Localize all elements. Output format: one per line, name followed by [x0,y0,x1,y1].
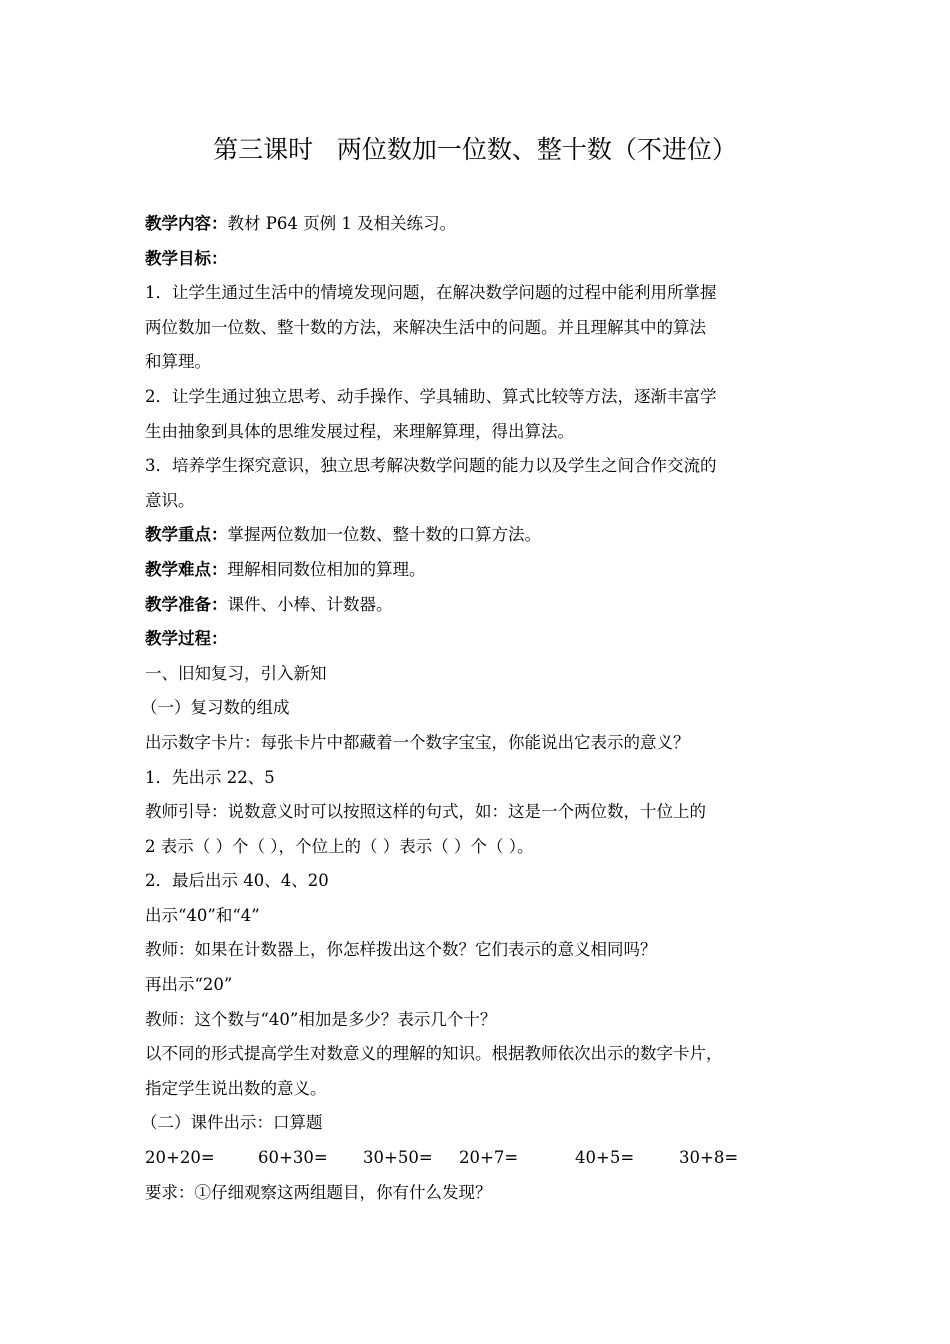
lesson-body [141,207,810,1210]
content-label: 教学内容： [145,214,228,233]
process-line: 再出示“20” [145,975,233,995]
process-heading [145,622,810,657]
key-point-line [145,518,810,553]
goals-heading [145,242,810,277]
process-line: 出示数字卡片：每张卡片中都藏着一个数字宝宝，你能说出它表示的意义？ [145,732,690,752]
goal-line: 1．让学生通过生活中的情境发现问题，在解决数学问题的过程中能利用所掌握 [145,283,717,303]
exercise-row [145,1141,810,1176]
difficulty-line [145,553,810,588]
process-line: 出示“40”和“4” [145,905,260,925]
process-line: 教师引导：说数意义时可以按照这样的句式，如：这是一个两位数，十位上的 [145,802,706,822]
process-line: （一）复习数的组成 [141,698,290,718]
key-point-label: 教学重点： [145,525,228,545]
preparation-line [145,588,810,623]
exercise-item: 20+7= [459,1148,519,1168]
process-line: 指定学生说出数的意义。 [145,1078,327,1098]
goal-line: 3．培养学生探究意识，独立思考解决数学问题的能力以及学生之间合作交流的 [145,456,717,476]
process-line: 教师：这个数与“40”相加是多少？表示几个十？ [145,1009,497,1029]
exercise-item: 20+20= [145,1148,215,1168]
process-line: 一、旧知复习，引入新知 [145,663,327,683]
difficulty-text: 理解相同数位相加的算理。 [227,559,426,579]
preparation-label: 教学准备： [145,594,228,614]
exercise-item: 30+50= [363,1148,433,1168]
goal-line: 2．让学生通过独立思考、动手操作、学具辅助、算式比较等方法，逐渐丰富学 [145,386,717,406]
exercise-item: 30+8= [679,1148,739,1168]
content-line [145,207,810,242]
process-line: 2 表示（ ）个（ ），个位上的（ ）表示（ ）个（ ）。 [145,836,534,856]
goal-line: 意识。 [145,490,195,510]
process-line: 教师：如果在计数器上，你怎样拨出这个数？它们表示的意义相同吗？ [145,940,657,960]
key-point-text: 掌握两位数加一位数、整十数的口算方法。 [227,525,541,545]
goal-line: 和算理。 [145,352,211,372]
exercise-item: 60+30= [258,1148,328,1168]
process-line: 2．最后出示 40、4、20 [145,871,329,891]
difficulty-label: 教学难点： [145,559,228,579]
exercise-item: 40+5= [575,1148,635,1168]
goal-line: 两位数加一位数、整十数的方法，来解决生活中的问题。并且理解其中的算法 [145,317,706,337]
process-line: （二）课件出示：口算题 [141,1113,323,1133]
lesson-title: 第三课时 两位数加一位数、整十数（不进位） [213,135,737,164]
goal-line: 生由抽象到具体的思维发展过程，来理解算理，得出算法。 [145,421,574,441]
requirement-line: 要求：①仔细观察这两组题目，你有什么发现？ [145,1182,492,1202]
process-line: 1．先出示 22、5 [145,767,275,787]
process-label: 教学过程： [145,629,228,649]
preparation-text: 课件、小棒、计数器。 [227,594,393,614]
content-text: 教材 P64 页例 1 及相关练习。 [227,214,457,233]
goals-label: 教学目标： [145,248,228,268]
process-line: 以不同的形式提高学生对数意义的理解的知识。根据教师依次出示的数字卡片， [145,1044,723,1064]
